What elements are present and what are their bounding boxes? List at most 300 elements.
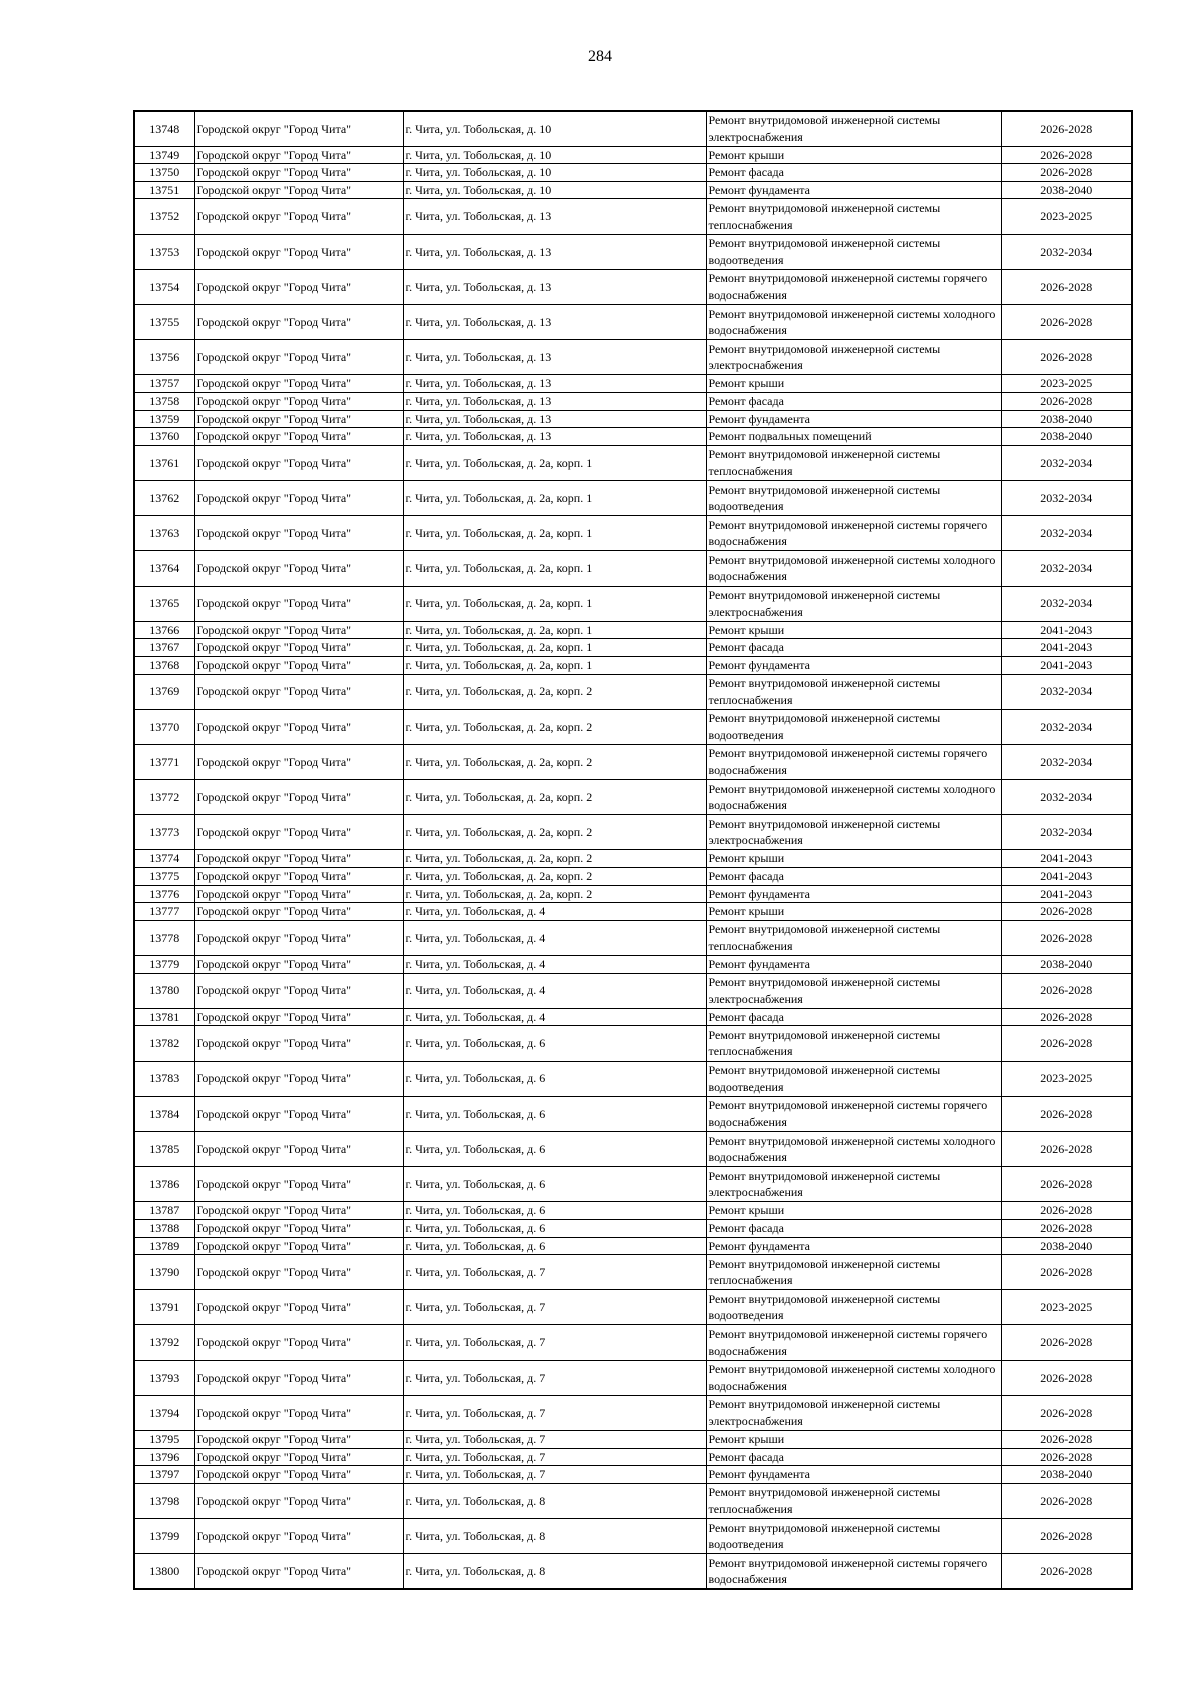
district-cell: Городской округ "Город Чита" <box>194 674 403 709</box>
district-cell: Городской округ "Город Чита" <box>194 1202 403 1220</box>
district-cell: Городской округ "Город Чита" <box>194 780 403 815</box>
table-row <box>134 973 1132 1008</box>
address-cell: г. Чита, ул. Тобольская, д. 2а, корп. 1 <box>403 656 706 674</box>
district-cell: Городской округ "Город Чита" <box>194 146 403 164</box>
period-cell: 2023-2025 <box>1001 375 1132 393</box>
table-row <box>134 305 1132 340</box>
district-cell: Городской округ "Город Чита" <box>194 744 403 779</box>
work-type-cell: Ремонт внутридомовой инженерной системы водоотведения <box>706 234 1001 269</box>
period-cell: 2026-2028 <box>1001 1325 1132 1360</box>
address-cell: г. Чита, ул. Тобольская, д. 2а, корп. 1 <box>403 445 706 480</box>
table-row <box>134 428 1132 446</box>
work-type-cell: Ремонт крыши <box>706 903 1001 921</box>
row-number-cell: 13795 <box>134 1431 194 1449</box>
address-cell: г. Чита, ул. Тобольская, д. 8 <box>403 1483 706 1518</box>
address-cell: г. Чита, ул. Тобольская, д. 6 <box>403 1167 706 1202</box>
district-cell: Городской округ "Город Чита" <box>194 480 403 515</box>
period-cell: 2041-2043 <box>1001 850 1132 868</box>
period-cell: 2032-2034 <box>1001 551 1132 586</box>
address-cell: г. Чита, ул. Тобольская, д. 4 <box>403 903 706 921</box>
row-number-cell: 13790 <box>134 1255 194 1290</box>
table-row <box>134 920 1132 955</box>
address-cell: г. Чита, ул. Тобольская, д. 6 <box>403 1202 706 1220</box>
period-cell: 2038-2040 <box>1001 181 1132 199</box>
row-number-cell: 13770 <box>134 709 194 744</box>
address-cell: г. Чита, ул. Тобольская, д. 6 <box>403 1061 706 1096</box>
table-row <box>134 445 1132 480</box>
work-type-cell: Ремонт внутридомовой инженерной системы теплоснабжения <box>706 1026 1001 1061</box>
row-number-cell: 13774 <box>134 850 194 868</box>
work-type-cell: Ремонт внутридомовой инженерной системы горячего водоснабжения <box>706 1325 1001 1360</box>
row-number-cell: 13785 <box>134 1131 194 1166</box>
work-type-cell: Ремонт внутридомовой инженерной системы холодного водоснабжения <box>706 780 1001 815</box>
work-type-cell: Ремонт внутридомовой инженерной системы горячего водоснабжения <box>706 1096 1001 1131</box>
work-type-cell: Ремонт фундамента <box>706 410 1001 428</box>
address-cell: г. Чита, ул. Тобольская, д. 8 <box>403 1519 706 1554</box>
period-cell: 2026-2028 <box>1001 1360 1132 1395</box>
district-cell: Городской округ "Город Чита" <box>194 850 403 868</box>
table-row <box>134 815 1132 850</box>
table-row <box>134 1237 1132 1255</box>
row-number-cell: 13787 <box>134 1202 194 1220</box>
row-number-cell: 13800 <box>134 1554 194 1589</box>
address-cell: г. Чита, ул. Тобольская, д. 10 <box>403 111 706 146</box>
address-cell: г. Чита, ул. Тобольская, д. 6 <box>403 1131 706 1166</box>
district-cell: Городской округ "Город Чита" <box>194 1255 403 1290</box>
period-cell: 2032-2034 <box>1001 480 1132 515</box>
period-cell: 2026-2028 <box>1001 1096 1132 1131</box>
work-type-cell: Ремонт внутридомовой инженерной системы теплоснабжения <box>706 674 1001 709</box>
period-cell: 2026-2028 <box>1001 1395 1132 1430</box>
address-cell: г. Чита, ул. Тобольская, д. 6 <box>403 1096 706 1131</box>
row-number-cell: 13754 <box>134 269 194 304</box>
row-number-cell: 13759 <box>134 410 194 428</box>
work-type-cell: Ремонт внутридомовой инженерной системы горячего водоснабжения <box>706 744 1001 779</box>
district-cell: Городской округ "Город Чита" <box>194 551 403 586</box>
work-type-cell: Ремонт крыши <box>706 375 1001 393</box>
district-cell: Городской округ "Город Чита" <box>194 903 403 921</box>
address-cell: г. Чита, ул. Тобольская, д. 10 <box>403 164 706 182</box>
period-cell: 2038-2040 <box>1001 1237 1132 1255</box>
period-cell: 2038-2040 <box>1001 956 1132 974</box>
work-type-cell: Ремонт внутридомовой инженерной системы теплоснабжения <box>706 920 1001 955</box>
row-number-cell: 13771 <box>134 744 194 779</box>
row-number-cell: 13794 <box>134 1395 194 1430</box>
row-number-cell: 13762 <box>134 480 194 515</box>
district-cell: Городской округ "Город Чита" <box>194 375 403 393</box>
period-cell: 2041-2043 <box>1001 885 1132 903</box>
row-number-cell: 13756 <box>134 340 194 375</box>
district-cell: Городской округ "Город Чита" <box>194 1466 403 1484</box>
address-cell: г. Чита, ул. Тобольская, д. 13 <box>403 234 706 269</box>
table-row <box>134 181 1132 199</box>
address-cell: г. Чита, ул. Тобольская, д. 2а, корп. 1 <box>403 516 706 551</box>
work-type-cell: Ремонт внутридомовой инженерной системы электроснабжения <box>706 815 1001 850</box>
row-number-cell: 13781 <box>134 1008 194 1026</box>
address-cell: г. Чита, ул. Тобольская, д. 13 <box>403 305 706 340</box>
row-number-cell: 13751 <box>134 181 194 199</box>
work-type-cell: Ремонт внутридомовой инженерной системы теплоснабжения <box>706 445 1001 480</box>
work-type-cell: Ремонт фасада <box>706 1448 1001 1466</box>
address-cell: г. Чита, ул. Тобольская, д. 13 <box>403 340 706 375</box>
period-cell: 2026-2028 <box>1001 1519 1132 1554</box>
table-row <box>134 269 1132 304</box>
address-cell: г. Чита, ул. Тобольская, д. 13 <box>403 410 706 428</box>
table-row <box>134 621 1132 639</box>
district-cell: Городской округ "Город Чита" <box>194 234 403 269</box>
period-cell: 2041-2043 <box>1001 868 1132 886</box>
row-number-cell: 13783 <box>134 1061 194 1096</box>
period-cell: 2041-2043 <box>1001 621 1132 639</box>
district-cell: Городской округ "Город Чита" <box>194 340 403 375</box>
table-row <box>134 410 1132 428</box>
work-type-cell: Ремонт внутридомовой инженерной системы холодного водоснабжения <box>706 551 1001 586</box>
district-cell: Городской округ "Город Чита" <box>194 1554 403 1589</box>
work-type-cell: Ремонт внутридомовой инженерной системы холодного водоснабжения <box>706 305 1001 340</box>
district-cell: Городской округ "Город Чита" <box>194 1219 403 1237</box>
row-number-cell: 13761 <box>134 445 194 480</box>
work-type-cell: Ремонт фундамента <box>706 181 1001 199</box>
table-row <box>134 234 1132 269</box>
work-type-cell: Ремонт фундамента <box>706 956 1001 974</box>
row-number-cell: 13791 <box>134 1290 194 1325</box>
address-cell: г. Чита, ул. Тобольская, д. 10 <box>403 146 706 164</box>
district-cell: Городской округ "Город Чита" <box>194 393 403 411</box>
period-cell: 2026-2028 <box>1001 1008 1132 1026</box>
row-number-cell: 13797 <box>134 1466 194 1484</box>
address-cell: г. Чита, ул. Тобольская, д. 13 <box>403 269 706 304</box>
work-type-cell: Ремонт фасада <box>706 393 1001 411</box>
row-number-cell: 13769 <box>134 674 194 709</box>
district-cell: Городской округ "Город Чита" <box>194 305 403 340</box>
table-row <box>134 1483 1132 1518</box>
address-cell: г. Чита, ул. Тобольская, д. 7 <box>403 1431 706 1449</box>
work-type-cell: Ремонт крыши <box>706 1202 1001 1220</box>
table-row <box>134 674 1132 709</box>
work-type-cell: Ремонт внутридомовой инженерной системы электроснабжения <box>706 340 1001 375</box>
address-cell: г. Чита, ул. Тобольская, д. 7 <box>403 1325 706 1360</box>
table-row <box>134 1096 1132 1131</box>
work-type-cell: Ремонт крыши <box>706 850 1001 868</box>
district-cell: Городской округ "Город Чита" <box>194 410 403 428</box>
district-cell: Городской округ "Город Чита" <box>194 868 403 886</box>
period-cell: 2032-2034 <box>1001 516 1132 551</box>
table-row <box>134 1466 1132 1484</box>
period-cell: 2023-2025 <box>1001 199 1132 234</box>
address-cell: г. Чита, ул. Тобольская, д. 10 <box>403 181 706 199</box>
row-number-cell: 13796 <box>134 1448 194 1466</box>
table-row <box>134 1519 1132 1554</box>
row-number-cell: 13776 <box>134 885 194 903</box>
district-cell: Городской округ "Город Чита" <box>194 1360 403 1395</box>
row-number-cell: 13765 <box>134 586 194 621</box>
work-type-cell: Ремонт фундамента <box>706 1466 1001 1484</box>
period-cell: 2026-2028 <box>1001 903 1132 921</box>
period-cell: 2023-2025 <box>1001 1061 1132 1096</box>
row-number-cell: 13748 <box>134 111 194 146</box>
district-cell: Городской округ "Город Чита" <box>194 920 403 955</box>
address-cell: г. Чита, ул. Тобольская, д. 2а, корп. 2 <box>403 850 706 868</box>
address-cell: г. Чита, ул. Тобольская, д. 2а, корп. 1 <box>403 551 706 586</box>
work-type-cell: Ремонт внутридомовой инженерной системы холодного водоснабжения <box>706 1360 1001 1395</box>
table-row <box>134 516 1132 551</box>
table-row <box>134 956 1132 974</box>
period-cell: 2038-2040 <box>1001 410 1132 428</box>
row-number-cell: 13767 <box>134 639 194 657</box>
district-cell: Городской округ "Город Чита" <box>194 639 403 657</box>
table-row <box>134 1026 1132 1061</box>
period-cell: 2026-2028 <box>1001 146 1132 164</box>
work-type-cell: Ремонт фасада <box>706 868 1001 886</box>
period-cell: 2026-2028 <box>1001 1026 1132 1061</box>
work-type-cell: Ремонт фундамента <box>706 1237 1001 1255</box>
work-type-cell: Ремонт фасада <box>706 1008 1001 1026</box>
row-number-cell: 13768 <box>134 656 194 674</box>
row-number-cell: 13758 <box>134 393 194 411</box>
district-cell: Городской округ "Город Чита" <box>194 656 403 674</box>
district-cell: Городской округ "Город Чита" <box>194 1431 403 1449</box>
work-type-cell: Ремонт внутридомовой инженерной системы электроснабжения <box>706 1167 1001 1202</box>
period-cell: 2032-2034 <box>1001 445 1132 480</box>
table-row <box>134 1131 1132 1166</box>
row-number-cell: 13786 <box>134 1167 194 1202</box>
row-number-cell: 13778 <box>134 920 194 955</box>
table-row <box>134 656 1132 674</box>
district-cell: Городской округ "Город Чита" <box>194 973 403 1008</box>
table-row <box>134 146 1132 164</box>
district-cell: Городской округ "Город Чита" <box>194 1008 403 1026</box>
period-cell: 2032-2034 <box>1001 780 1132 815</box>
address-cell: г. Чита, ул. Тобольская, д. 4 <box>403 1008 706 1026</box>
table-row <box>134 1202 1132 1220</box>
row-number-cell: 13792 <box>134 1325 194 1360</box>
district-cell: Городской округ "Город Чита" <box>194 516 403 551</box>
address-cell: г. Чита, ул. Тобольская, д. 6 <box>403 1026 706 1061</box>
district-cell: Городской округ "Город Чита" <box>194 1483 403 1518</box>
period-cell: 2026-2028 <box>1001 1554 1132 1589</box>
work-type-cell: Ремонт внутридомовой инженерной системы горячего водоснабжения <box>706 1554 1001 1589</box>
table-row <box>134 586 1132 621</box>
district-cell: Городской округ "Город Чита" <box>194 181 403 199</box>
work-type-cell: Ремонт внутридомовой инженерной системы водоотведения <box>706 1061 1001 1096</box>
row-number-cell: 13752 <box>134 199 194 234</box>
row-number-cell: 13760 <box>134 428 194 446</box>
row-number-cell: 13750 <box>134 164 194 182</box>
table-row <box>134 111 1132 146</box>
table-body <box>134 111 1132 1589</box>
row-number-cell: 13764 <box>134 551 194 586</box>
period-cell: 2026-2028 <box>1001 1219 1132 1237</box>
row-number-cell: 13789 <box>134 1237 194 1255</box>
period-cell: 2026-2028 <box>1001 340 1132 375</box>
district-cell: Городской округ "Город Чита" <box>194 1395 403 1430</box>
address-cell: г. Чита, ул. Тобольская, д. 2а, корп. 2 <box>403 885 706 903</box>
row-number-cell: 13784 <box>134 1096 194 1131</box>
row-number-cell: 13780 <box>134 973 194 1008</box>
district-cell: Городской округ "Город Чита" <box>194 956 403 974</box>
district-cell: Городской округ "Город Чита" <box>194 199 403 234</box>
table-row <box>134 1448 1132 1466</box>
work-type-cell: Ремонт фундамента <box>706 885 1001 903</box>
address-cell: г. Чита, ул. Тобольская, д. 2а, корп. 2 <box>403 674 706 709</box>
table-row <box>134 375 1132 393</box>
period-cell: 2032-2034 <box>1001 674 1132 709</box>
table-row <box>134 744 1132 779</box>
work-type-cell: Ремонт внутридомовой инженерной системы теплоснабжения <box>706 199 1001 234</box>
period-cell: 2026-2028 <box>1001 164 1132 182</box>
row-number-cell: 13782 <box>134 1026 194 1061</box>
address-cell: г. Чита, ул. Тобольская, д. 2а, корп. 2 <box>403 709 706 744</box>
table-row <box>134 1325 1132 1360</box>
address-cell: г. Чита, ул. Тобольская, д. 13 <box>403 199 706 234</box>
period-cell: 2026-2028 <box>1001 1255 1132 1290</box>
table-row <box>134 1167 1132 1202</box>
district-cell: Городской округ "Город Чита" <box>194 428 403 446</box>
table-row <box>134 868 1132 886</box>
row-number-cell: 13766 <box>134 621 194 639</box>
district-cell: Городской округ "Город Чита" <box>194 1448 403 1466</box>
table-row <box>134 639 1132 657</box>
table-row <box>134 1008 1132 1026</box>
row-number-cell: 13788 <box>134 1219 194 1237</box>
work-type-cell: Ремонт внутридомовой инженерной системы горячего водоснабжения <box>706 269 1001 304</box>
work-type-cell: Ремонт подвальных помещений <box>706 428 1001 446</box>
table-row <box>134 885 1132 903</box>
work-type-cell: Ремонт внутридомовой инженерной системы водоотведения <box>706 709 1001 744</box>
row-number-cell: 13755 <box>134 305 194 340</box>
row-number-cell: 13798 <box>134 1483 194 1518</box>
district-cell: Городской округ "Город Чита" <box>194 815 403 850</box>
district-cell: Городской округ "Город Чита" <box>194 1026 403 1061</box>
work-type-cell: Ремонт внутридомовой инженерной системы горячего водоснабжения <box>706 516 1001 551</box>
row-number-cell: 13799 <box>134 1519 194 1554</box>
table-row <box>134 780 1132 815</box>
address-cell: г. Чита, ул. Тобольская, д. 4 <box>403 920 706 955</box>
row-number-cell: 13753 <box>134 234 194 269</box>
work-type-cell: Ремонт внутридомовой инженерной системы теплоснабжения <box>706 1483 1001 1518</box>
period-cell: 2026-2028 <box>1001 1202 1132 1220</box>
table-row <box>134 903 1132 921</box>
work-type-cell: Ремонт крыши <box>706 621 1001 639</box>
district-cell: Городской округ "Город Чита" <box>194 621 403 639</box>
period-cell: 2041-2043 <box>1001 639 1132 657</box>
address-cell: г. Чита, ул. Тобольская, д. 2а, корп. 2 <box>403 744 706 779</box>
address-cell: г. Чита, ул. Тобольская, д. 7 <box>403 1448 706 1466</box>
address-cell: г. Чита, ул. Тобольская, д. 13 <box>403 393 706 411</box>
address-cell: г. Чита, ул. Тобольская, д. 7 <box>403 1255 706 1290</box>
district-cell: Городской округ "Город Чита" <box>194 885 403 903</box>
period-cell: 2026-2028 <box>1001 305 1132 340</box>
table-row <box>134 1061 1132 1096</box>
district-cell: Городской округ "Город Чита" <box>194 1325 403 1360</box>
work-type-cell: Ремонт внутридомовой инженерной системы водоотведения <box>706 480 1001 515</box>
row-number-cell: 13777 <box>134 903 194 921</box>
district-cell: Городской округ "Город Чита" <box>194 111 403 146</box>
table-row <box>134 551 1132 586</box>
table-row <box>134 709 1132 744</box>
address-cell: г. Чита, ул. Тобольская, д. 6 <box>403 1237 706 1255</box>
address-cell: г. Чита, ул. Тобольская, д. 4 <box>403 973 706 1008</box>
period-cell: 2026-2028 <box>1001 920 1132 955</box>
work-type-cell: Ремонт внутридомовой инженерной системы холодного водоснабжения <box>706 1131 1001 1166</box>
period-cell: 2026-2028 <box>1001 1431 1132 1449</box>
page-number: 284 <box>588 48 612 65</box>
period-cell: 2032-2034 <box>1001 234 1132 269</box>
table-row <box>134 480 1132 515</box>
work-type-cell: Ремонт внутридомовой инженерной системы электроснабжения <box>706 111 1001 146</box>
work-type-cell: Ремонт внутридомовой инженерной системы теплоснабжения <box>706 1255 1001 1290</box>
address-cell: г. Чита, ул. Тобольская, д. 6 <box>403 1219 706 1237</box>
row-number-cell: 13793 <box>134 1360 194 1395</box>
district-cell: Городской округ "Город Чита" <box>194 1290 403 1325</box>
work-type-cell: Ремонт внутридомовой инженерной системы водоотведения <box>706 1519 1001 1554</box>
address-cell: г. Чита, ул. Тобольская, д. 13 <box>403 375 706 393</box>
table-row <box>134 340 1132 375</box>
work-type-cell: Ремонт крыши <box>706 146 1001 164</box>
table-row <box>134 1554 1132 1589</box>
address-cell: г. Чита, ул. Тобольская, д. 8 <box>403 1554 706 1589</box>
work-type-cell: Ремонт внутридомовой инженерной системы электроснабжения <box>706 586 1001 621</box>
table-row <box>134 1255 1132 1290</box>
address-cell: г. Чита, ул. Тобольская, д. 2а, корп. 1 <box>403 480 706 515</box>
district-cell: Городской округ "Город Чита" <box>194 1519 403 1554</box>
row-number-cell: 13772 <box>134 780 194 815</box>
period-cell: 2026-2028 <box>1001 973 1132 1008</box>
address-cell: г. Чита, ул. Тобольская, д. 2а, корп. 2 <box>403 868 706 886</box>
district-cell: Городской округ "Город Чита" <box>194 709 403 744</box>
table-row <box>134 1290 1132 1325</box>
address-cell: г. Чита, ул. Тобольская, д. 13 <box>403 428 706 446</box>
table-row <box>134 850 1132 868</box>
period-cell: 2038-2040 <box>1001 1466 1132 1484</box>
address-cell: г. Чита, ул. Тобольская, д. 2а, корп. 2 <box>403 815 706 850</box>
row-number-cell: 13749 <box>134 146 194 164</box>
period-cell: 2026-2028 <box>1001 269 1132 304</box>
address-cell: г. Чита, ул. Тобольская, д. 7 <box>403 1360 706 1395</box>
district-cell: Городской округ "Город Чита" <box>194 269 403 304</box>
work-type-cell: Ремонт внутридомовой инженерной системы водоотведения <box>706 1290 1001 1325</box>
period-cell: 2032-2034 <box>1001 815 1132 850</box>
row-number-cell: 13775 <box>134 868 194 886</box>
district-cell: Городской округ "Город Чита" <box>194 445 403 480</box>
period-cell: 2026-2028 <box>1001 393 1132 411</box>
district-cell: Городской округ "Город Чита" <box>194 586 403 621</box>
work-type-cell: Ремонт внутридомовой инженерной системы электроснабжения <box>706 973 1001 1008</box>
address-cell: г. Чита, ул. Тобольская, д. 2а, корп. 2 <box>403 780 706 815</box>
period-cell: 2038-2040 <box>1001 428 1132 446</box>
table-row <box>134 164 1132 182</box>
district-cell: Городской округ "Город Чита" <box>194 1096 403 1131</box>
table-row <box>134 1395 1132 1430</box>
address-cell: г. Чита, ул. Тобольская, д. 7 <box>403 1466 706 1484</box>
work-type-cell: Ремонт фасада <box>706 164 1001 182</box>
address-cell: г. Чита, ул. Тобольская, д. 2а, корп. 1 <box>403 586 706 621</box>
row-number-cell: 13763 <box>134 516 194 551</box>
work-type-cell: Ремонт внутридомовой инженерной системы электроснабжения <box>706 1395 1001 1430</box>
period-cell: 2026-2028 <box>1001 1167 1132 1202</box>
period-cell: 2032-2034 <box>1001 744 1132 779</box>
work-type-cell: Ремонт фасада <box>706 1219 1001 1237</box>
address-cell: г. Чита, ул. Тобольская, д. 7 <box>403 1395 706 1430</box>
row-number-cell: 13757 <box>134 375 194 393</box>
table-row <box>134 1431 1132 1449</box>
district-cell: Городской округ "Город Чита" <box>194 1237 403 1255</box>
address-cell: г. Чита, ул. Тобольская, д. 7 <box>403 1290 706 1325</box>
period-cell: 2032-2034 <box>1001 586 1132 621</box>
period-cell: 2026-2028 <box>1001 1448 1132 1466</box>
district-cell: Городской округ "Город Чита" <box>194 1167 403 1202</box>
table-row <box>134 393 1132 411</box>
